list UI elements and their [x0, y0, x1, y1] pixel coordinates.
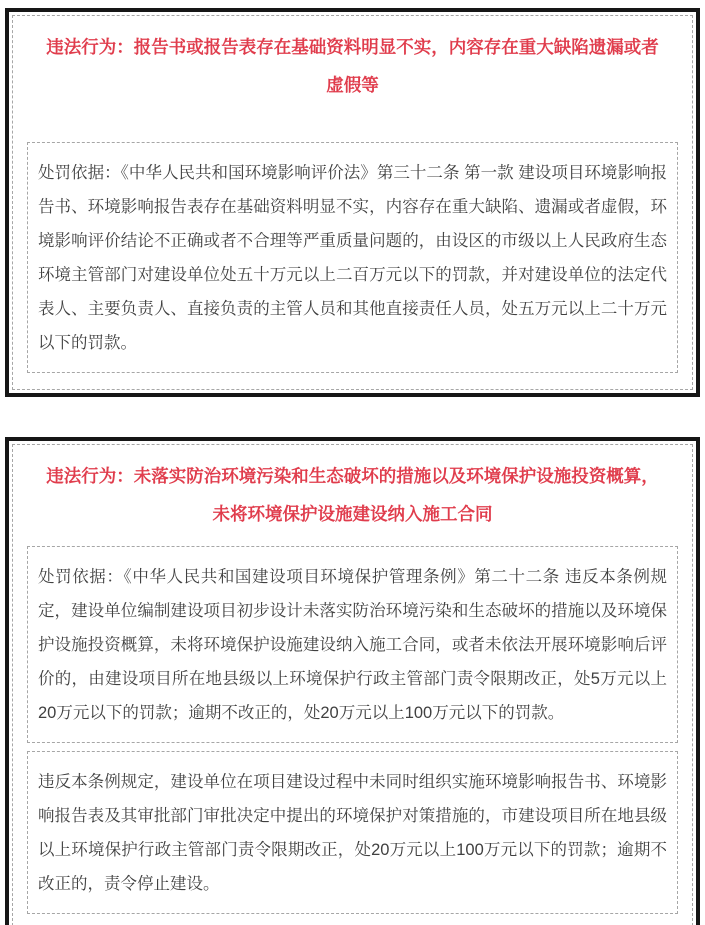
penalty-paragraphs	[27, 142, 678, 373]
violation-title: 违法行为：未落实防治环境污染和生态破坏的措施以及环境保护设施投资概算，未将环境保护设施建设纳入施工合同	[46, 466, 659, 524]
card-dashed-wrapper	[12, 15, 693, 390]
penalty-paragraphs	[27, 546, 678, 914]
violation-title: 违法行为：报告书或报告表存在基础资料明显不实，内容存在重大缺陷遗漏或者虚假等	[46, 37, 659, 95]
penalty-paragraph: 处罚依据：《中华人民共和国建设项目环境保护管理条例》第二十二条 违反本条例规定，建设单位编制建设项目初步设计未落实防治环境污染和生态破坏的措施以及环境保护设施投资概算，未将环境保护设施建设纳入施工合同，或者未依法开展环境影响后评价的，由建设项目所在地县级以上环境保护行政主管部门责令限期改正，处5万元以上20万元以下的罚款；逾期不改正的，处20万元以上100万元以下的罚款。	[27, 546, 678, 743]
penalty-paragraph: 违反本条例规定，建设单位在项目建设过程中未同时组织实施环境影响报告书、环境影响报告表及其审批部门审批决定中提出的环境保护对策措施的，市建设项目所在地县级以上环境保护行政主管部门责令限期改正，处20万元以上100万元以下的罚款；逾期不改正的，责令停止建设。	[27, 751, 678, 914]
card-dashed-wrapper	[12, 444, 693, 925]
violation-card-1	[5, 8, 700, 397]
violation-card-2	[5, 437, 700, 925]
penalty-paragraph: 处罚依据：《中华人民共和国环境影响评价法》第三十二条 第一款 建设项目环境影响报告书、环境影响报告表存在基础资料明显不实，内容存在重大缺陷、遗漏或者虚假，环境影响评价结论不正确或者不合理等严重质量问题的，由设区的市级以上人民政府生态环境主管部门对建设单位处五十万元以上二百万元以下的罚款，并对建设单位的法定代表人、主要负责人、直接负责的主管人员和其他直接责任人员，处五万元以上二十万元以下的罚款。	[27, 142, 678, 373]
